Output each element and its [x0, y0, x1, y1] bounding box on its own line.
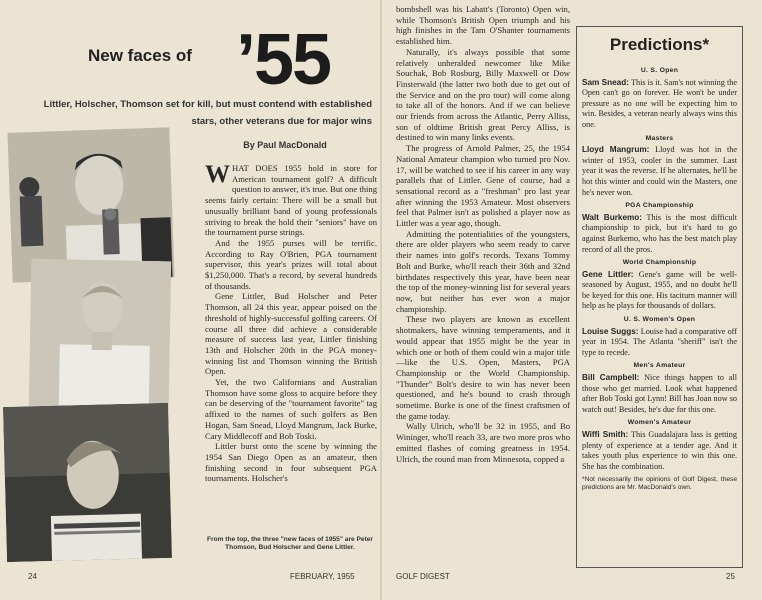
prediction-event: World Championship — [622, 259, 697, 267]
article-paragraph: Naturally, it's always possible that some relatively unheralded newcomer like Mike Souchak, Bob Rosburg, Billy Maxwell or Dow Finsterwald (the latter two both due to get out of the Service and on the pro tour) will come along to take all of the honors. And if we can believe our friends from across the Atlantic, Perry Alliss, son of oldtime British great Percy Alliss, is destined to win many links events. — [396, 46, 570, 143]
prediction-event: U. S. Women's Open — [623, 316, 696, 324]
prediction-text: Lloyd was hot in the winter of 1953, cooler in the summer. Last year it was the reverse. If he alternates, he'll be hot this winter and could win the Masters, one he's never won. — [582, 145, 738, 197]
article-paragraph: And the 1955 purses will be terrific. According to Ray O'Brien, PGA tournament supervisor, this year's prizes will total about $1,250,000. That's a record, by several hundreds of thousands. — [205, 237, 377, 291]
predictions-sidebar — [576, 26, 743, 568]
article-paragraph: Wally Ulrich, who'll be 32 in 1955, and Bo Wininger, who'll reach 33, are two more pros who emitted flashes of coming greatness in 1954. Ulrich, the round man from Minnesota, copped a — [396, 421, 570, 464]
prediction-name: Walt Burkemo: — [582, 212, 643, 222]
article-paragraph: Gene Littler, Bud Holscher and Peter Thomson, all 24 this year, appear poised on the threshold of highly-successful golfing careers. Of course all three did achieve a considerable measure of success last year, Littler finishing 13th and Holscher 20th in the PGA money-winning list and Thomson winning the British Open. — [205, 291, 377, 377]
photo-bud-holscher — [29, 259, 172, 411]
page-gutter — [380, 0, 382, 600]
prediction-name: Sam Snead: — [582, 77, 629, 87]
article-subhead: Littler, Holscher, Thomson set for kill, but must contend with established stars, other veterans due for major wins — [43, 99, 372, 127]
prediction-event: PGA Championship — [625, 202, 694, 210]
page-number-left: 24 — [28, 572, 37, 581]
photo-caption: From the top, the three "new faces of 1955" are Peter Thomson, Bud Holscher and Gene Littler. — [206, 536, 374, 552]
prediction-name: Gene Littler: — [582, 269, 634, 279]
article-column-1 — [205, 163, 377, 484]
predictions-title: Predictions* — [609, 35, 710, 54]
article-column-2 — [396, 4, 570, 464]
article-paragraph: The progress of Arnold Palmer, 25, the 1954 National Amateur champion who turned pro Nov. 17, will be watched to see if his career in any way parallels that of Littler. Gene of course, had a sensational record as a "freshman" pro last year after winning the 1953 Amateur. Most observers feel that Palmer isn't as polished a player now as Littler was a year ago, though. — [396, 143, 570, 229]
predictions-list — [582, 63, 737, 492]
photo-gene-littler — [3, 403, 172, 562]
prediction-name: Wiffi Smith: — [582, 430, 629, 439]
prediction-event: Men's Amateur — [633, 362, 686, 370]
title-year: ’55 — [236, 20, 331, 100]
prediction-item — [582, 145, 737, 198]
prediction-item — [582, 373, 737, 415]
prediction-text: Nice things happen to all those who get married. Look what happened after Bob Toski got Lynn! Bill has Joan now so watch out! Besides, he's due for this one. — [582, 373, 737, 414]
prediction-text: This Guadalajara lass is getting plenty of experience at a tender age. And it takes youth plus experience to win this one. She has the combination. — [582, 430, 737, 471]
prediction-text: Gene's game will be well-seasoned by August, 1955, and no doubt he'll be keyed for this one. His taciturn manner will help as he plays for thousands of dollars. — [582, 269, 737, 311]
article-paragraph: Yet, the two Californians and Australian Thomson have some gloss to acquire before they can be deserving of the "tournament favorite" tag affixed to the names of such golfers as Ben Hogan, Sam Snead, Lloyd Mangrum, Jack Burke, Cary Middlecoff and Bob Toski. — [205, 377, 377, 441]
prediction-event: Women's Amateur — [627, 419, 692, 427]
prediction-event: Masters — [645, 134, 674, 142]
drop-cap: W — [205, 161, 230, 188]
prediction-text: This is it. Sam's not winning the Open can't go on forever. He won't be under pressure as no one will be expecting him to win. Besides, a veteran nearly always wins this one. — [582, 77, 737, 129]
prediction-text: Louise had a comparative off year in 1954. The Atlanta "sheriff" isn't the type to recede. — [582, 326, 737, 357]
prediction-event: U. S. Open — [640, 67, 679, 74]
page-number-right: 25 — [726, 572, 735, 581]
prediction-item — [582, 430, 737, 472]
issue-date: FEBRUARY, 1955 — [290, 572, 355, 581]
prediction-item — [582, 78, 737, 131]
title-prefix: New faces of — [88, 46, 192, 65]
article-lead-paragraph: HAT DOES 1955 hold in store for American tournament golf? A difficult question to answer, it's true. But one thing seems fairly certain: There will be a small but unusually brilliant band of young professionals striving to break the hold their "seniors" have on the tournament purse strings. — [205, 163, 377, 238]
article-title — [88, 20, 378, 102]
prediction-item — [582, 270, 737, 312]
article-paragraph: bombshell was his Labatt's (Toronto) Open win, while Thomson's British Open triumph and his high finishes in the Tam O'Shanter tournaments established him. — [396, 4, 570, 47]
prediction-name: Louise Suggs: — [582, 326, 639, 336]
article-paragraph: Littler burst onto the scene by winning the 1954 San Diego Open as an amateur, then finishing second in four subsequent PGA tournaments. Holscher's — [205, 441, 377, 484]
prediction-name: Lloyd Mangrum: — [582, 145, 650, 155]
prediction-text: This is the most difficult championship to pick, but it's hard to go against Burkemo, who has the best match play record of all the pros. — [582, 212, 738, 254]
magazine-name: GOLF DIGEST — [396, 572, 450, 581]
byline: By Paul MacDonald — [243, 140, 327, 150]
predictions-footnote: *Not necessarily the opinions of Golf Digest, these predictions are Mr. MacDonald's own. — [582, 476, 737, 492]
article-paragraph: Admitting the potentialities of the youngsters, there are older players who seem ready to carve their names into golf's records. Texans Tommy Bolt and Burke, who'll reach their 36th and 32nd birthdates respectively this year, have been near the top of the money-winning list for several years now, but neither has ever won a major championship. — [396, 228, 570, 314]
prediction-item — [582, 213, 737, 255]
prediction-name: Bill Campbell: — [582, 373, 640, 383]
prediction-item — [582, 327, 737, 359]
article-paragraph: These two players are known as excellent shotmakers, have winning temperaments, and it would appear that 1955 might be the year in which one or both of them could win a major title—like the U.S. Open, Masters, PGA Championship or the World Championship. "Thunder" Bolt's desire to win has never been questioned, and he's bound to crash through sometime. Burke is one of the finest craftsmen of the game today. — [396, 314, 570, 421]
